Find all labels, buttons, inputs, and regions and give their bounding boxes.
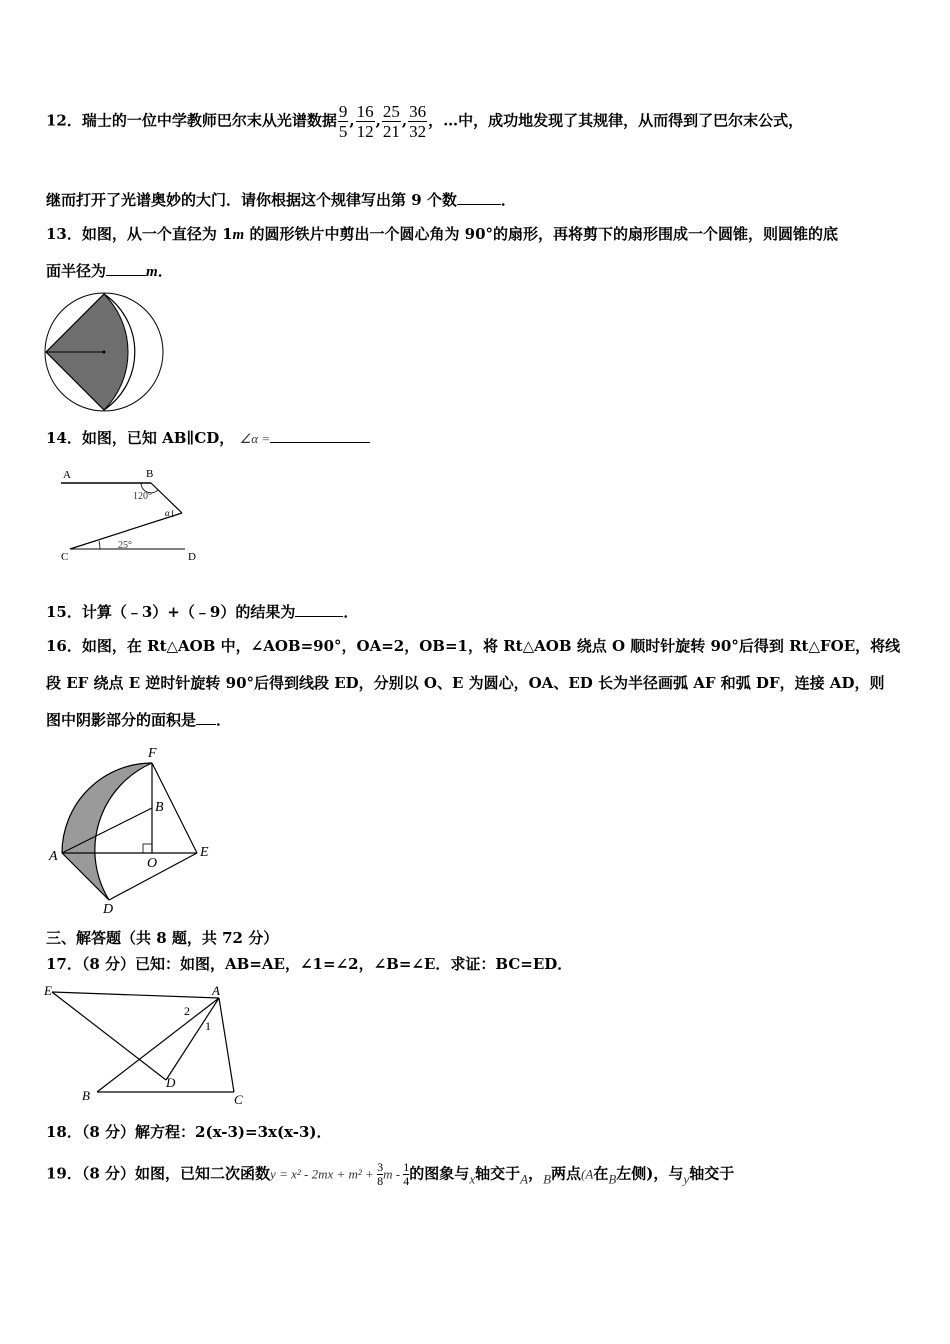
- label-2: 2: [184, 1004, 190, 1018]
- q12-text-pre: 12．瑞士的一位中学教师巴尔末从光谱数据: [46, 111, 337, 130]
- q18-line: 18．（8 分）解方程：2(x-3)=3x(x-3)．: [46, 1123, 332, 1141]
- section-heading: 三、解答题（共 8 题，共 72 分）: [46, 929, 279, 947]
- q13-line1: 13．如图，从一个直径为 1m 的圆形铁片中剪出一个圆心角为 90°的扇形，再将剪下的扇形围成一个圆锥，则圆锥的底: [46, 225, 839, 243]
- q17-line: 17．（8 分）已知：如图，AB=AE，∠1=∠2，∠B=∠E．求证：BC=ED．: [46, 955, 573, 973]
- label-A: A: [63, 469, 71, 481]
- q12-fraction: $\frac{9}{5}$: [338, 102, 348, 141]
- label-E: E: [200, 845, 209, 860]
- shaded-region: [62, 763, 152, 900]
- label-C: C: [61, 551, 69, 563]
- label-D: D: [103, 902, 114, 915]
- label-F: F: [148, 746, 157, 761]
- q13-line2: 面半径为 m．: [46, 262, 173, 280]
- q16-line3: 图中阴影部分的面积是 ．: [46, 711, 232, 729]
- label-alpha: α: [165, 508, 170, 518]
- label-O: O: [147, 856, 158, 871]
- label-E: E: [44, 983, 52, 998]
- q16-line1: 16．如图，在 Rt△AOB 中，∠AOB=90°，OA=2，OB=1，将 Rt△AOB 绕点 O 顺时针旋转 90°后得到 Rt△FOE，将线: [46, 637, 901, 655]
- q14-line: 14．如图，已知 AB∥CD， ∠α =: [46, 428, 370, 449]
- label-A: A: [49, 849, 58, 864]
- label-1: 1: [205, 1019, 211, 1033]
- label-B: B: [146, 468, 154, 480]
- q14-figure: [55, 463, 215, 569]
- label-A: A: [212, 983, 220, 998]
- q12-line1: 12．瑞士的一位中学教师巴尔末从光谱数据 $\frac{9}{5}$ , $\frac{16}{12}$ , $\frac{25}{21}$ , $\frac{36}{32}$ ，…中，成功地发现了其规律，从而得到了巴尔末公式，: [46, 102, 804, 141]
- label-B: B: [82, 1088, 90, 1103]
- answer-blank[interactable]: [196, 724, 216, 725]
- label-C: C: [234, 1092, 243, 1107]
- q12-line2: 继而打开了光谱奥妙的大门．请你根据这个规律写出第 9 个数 ．: [46, 191, 516, 209]
- q12-text-post: ，…中，成功地发现了其规律，从而得到了巴尔末公式，: [428, 111, 804, 130]
- label-25: 25°: [118, 540, 132, 551]
- q12-fraction: $\frac{36}{32}$: [409, 102, 427, 141]
- label-D: D: [166, 1075, 176, 1090]
- answer-blank[interactable]: [106, 275, 146, 276]
- answer-blank[interactable]: [295, 616, 343, 617]
- label-120: 120°: [133, 491, 152, 502]
- q15-line: 15．计算（﹣3）+（﹣9）的结果为 ．: [46, 603, 359, 621]
- answer-blank[interactable]: [270, 442, 370, 443]
- q12-fraction: $\frac{25}{21}$: [382, 102, 400, 141]
- q19-line: 19．（8 分）如图，已知二次函数y = x² - 2mx + m² + $\frac{3}{8}$ m - $\frac{1}{4}$ 的图象与x轴交于A，B两点(A在B左侧)，与y轴交于: [46, 1160, 735, 1188]
- q19-fraction: $\frac{3}{8}$: [377, 1160, 384, 1188]
- q16-figure: [45, 743, 220, 915]
- q13-figure: [42, 290, 170, 414]
- q16-line2: 段 EF 绕点 E 逆时针旋转 90°后得到线段 ED，分别以 O、E 为圆心，OA、ED 长为半径画弧 AF 和弧 DF，连接 AD，则: [46, 674, 885, 692]
- q19-formula: y = x² - 2mx + m² +: [270, 1166, 378, 1182]
- label-D: D: [188, 551, 196, 563]
- q19-fraction: $\frac{1}{4}$: [403, 1160, 410, 1188]
- answer-blank[interactable]: [457, 204, 501, 205]
- q12-fraction: $\frac{16}{12}$: [356, 102, 374, 141]
- q17-figure: [42, 980, 254, 1108]
- label-B: B: [155, 800, 164, 815]
